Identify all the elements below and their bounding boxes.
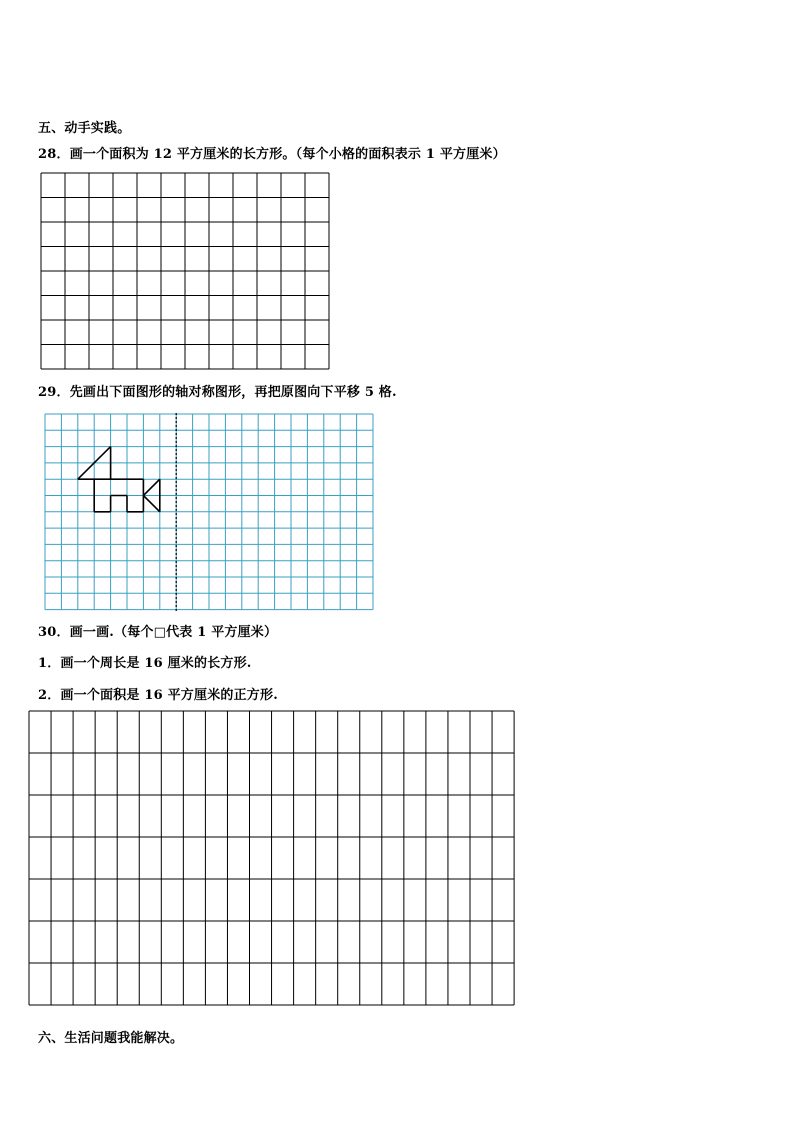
section-6-heading: 六、生活问题我能解决。	[38, 1031, 184, 1046]
question-28-text: 28．画一个面积为 12 平方厘米的长方形。（每个小格的面积表示 1 平方厘米）	[38, 147, 506, 162]
question-28-grid[interactable]	[40, 172, 332, 372]
question-30-item-2: 2．画一个面积是 16 平方厘米的正方形.	[38, 688, 278, 703]
question-29-text: 29．先画出下面图形的轴对称图形，再把原图向下平移 5 格.	[38, 385, 397, 400]
figure-edge	[143, 496, 159, 512]
section-5-heading: 五、动手实践。	[38, 121, 131, 136]
question-29-grid[interactable]	[44, 413, 374, 611]
question-30-text: 30．画一画.（每个□代表 1 平方厘米）	[38, 625, 278, 640]
question-30-grid[interactable]	[28, 710, 518, 1008]
figure-edge	[143, 479, 159, 495]
question-30-item-1: 1．画一个周长是 16 厘米的长方形.	[38, 656, 252, 671]
